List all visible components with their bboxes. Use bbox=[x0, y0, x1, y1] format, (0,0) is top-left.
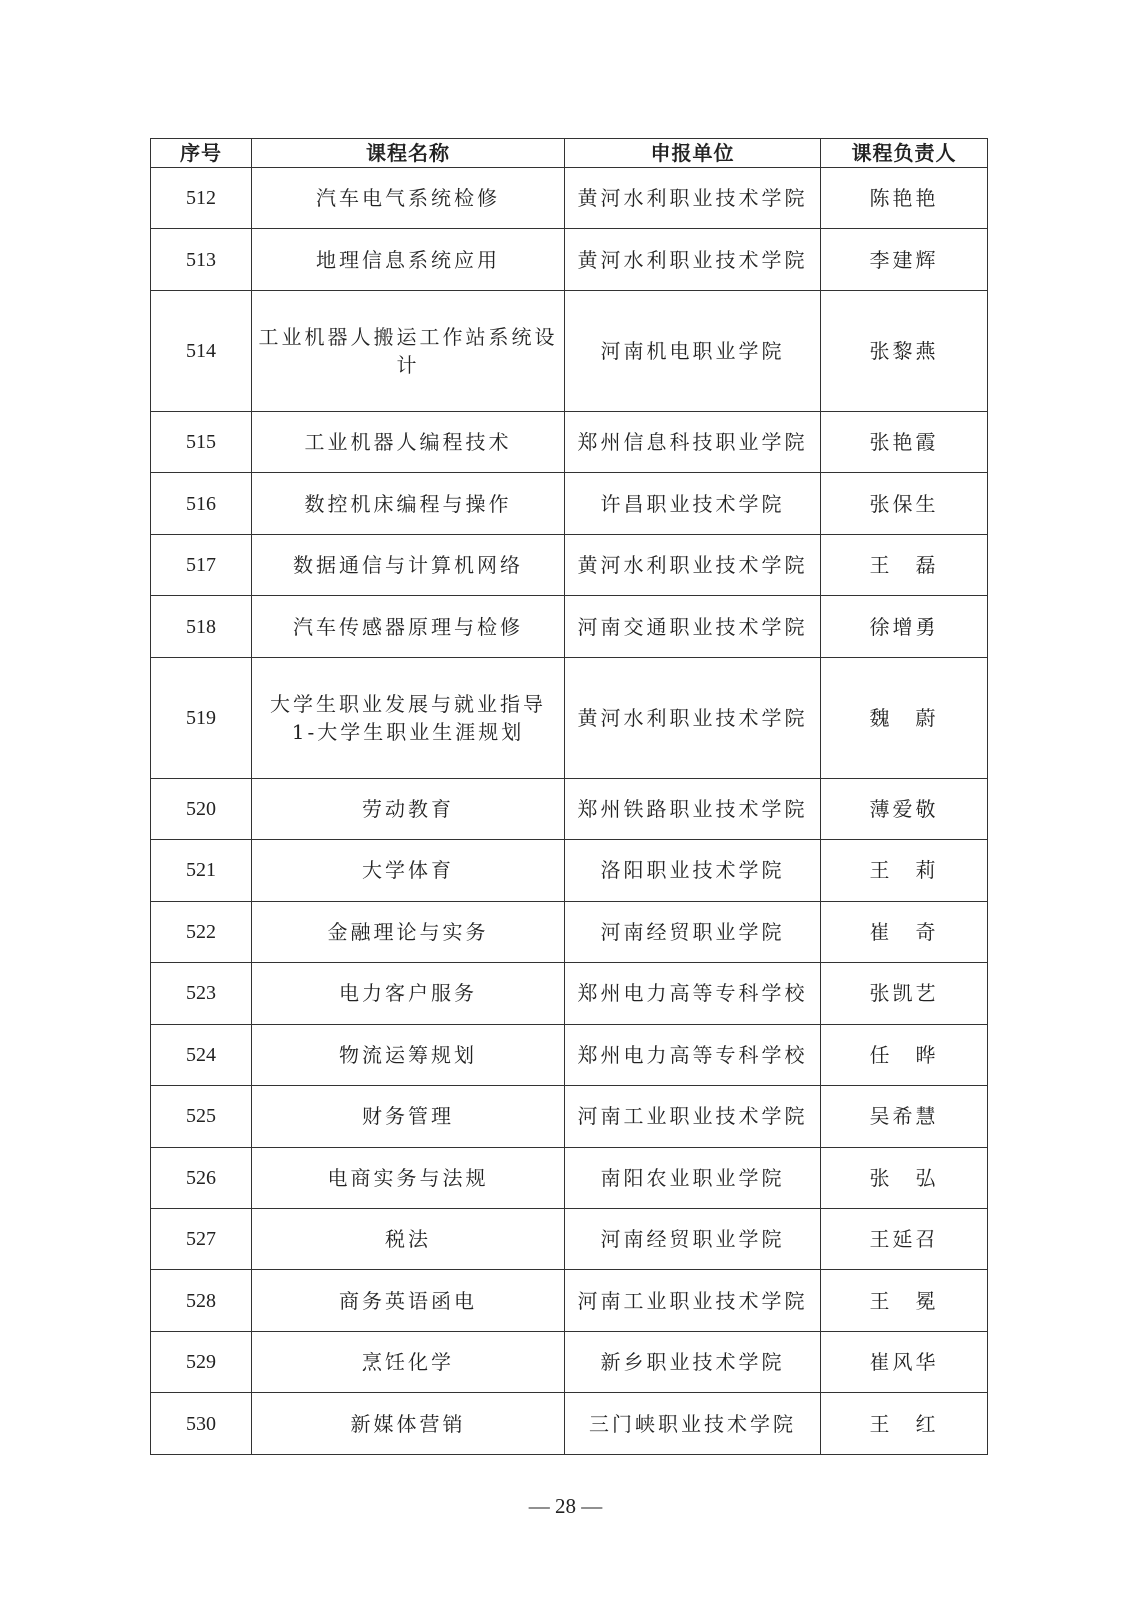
table-row bbox=[151, 596, 988, 657]
cell-no: 527 bbox=[151, 1208, 252, 1269]
cell-unit: 黄河水利职业技术学院 bbox=[565, 534, 821, 595]
cell-no: 523 bbox=[151, 963, 252, 1024]
cell-leader: 张艳霞 bbox=[821, 411, 988, 472]
header-course: 课程名称 bbox=[252, 139, 565, 168]
cell-course: 数据通信与计算机网络 bbox=[252, 534, 565, 595]
cell-no: 530 bbox=[151, 1393, 252, 1455]
cell-course: 电力客户服务 bbox=[252, 963, 565, 1024]
table-header bbox=[151, 139, 988, 168]
cell-unit: 河南经贸职业学院 bbox=[565, 901, 821, 962]
cell-course: 大学体育 bbox=[252, 840, 565, 901]
cell-course: 新媒体营销 bbox=[252, 1393, 565, 1455]
table-row bbox=[151, 1331, 988, 1392]
cell-no: 512 bbox=[151, 168, 252, 229]
cell-unit: 河南交通职业技术学院 bbox=[565, 596, 821, 657]
cell-no: 520 bbox=[151, 778, 252, 839]
cell-no: 513 bbox=[151, 229, 252, 290]
cell-no: 525 bbox=[151, 1086, 252, 1147]
cell-leader: 薄爱敬 bbox=[821, 778, 988, 839]
cell-leader: 崔风华 bbox=[821, 1331, 988, 1392]
cell-leader: 张 弘 bbox=[821, 1147, 988, 1208]
cell-no: 517 bbox=[151, 534, 252, 595]
cell-no: 522 bbox=[151, 901, 252, 962]
cell-course: 商务英语函电 bbox=[252, 1270, 565, 1331]
cell-course: 数控机床编程与操作 bbox=[252, 473, 565, 534]
cell-leader: 任 晔 bbox=[821, 1024, 988, 1085]
table-body bbox=[151, 168, 988, 1455]
table-row bbox=[151, 840, 988, 901]
cell-course: 财务管理 bbox=[252, 1086, 565, 1147]
cell-unit: 郑州铁路职业技术学院 bbox=[565, 778, 821, 839]
cell-course: 劳动教育 bbox=[252, 778, 565, 839]
cell-no: 526 bbox=[151, 1147, 252, 1208]
table-row bbox=[151, 1024, 988, 1085]
cell-course: 电商实务与法规 bbox=[252, 1147, 565, 1208]
cell-leader: 王 红 bbox=[821, 1393, 988, 1455]
cell-no: 528 bbox=[151, 1270, 252, 1331]
cell-leader: 吴希慧 bbox=[821, 1086, 988, 1147]
cell-unit: 郑州信息科技职业学院 bbox=[565, 411, 821, 472]
cell-unit: 许昌职业技术学院 bbox=[565, 473, 821, 534]
table-row bbox=[151, 1086, 988, 1147]
cell-unit: 新乡职业技术学院 bbox=[565, 1331, 821, 1392]
cell-unit: 南阳农业职业学院 bbox=[565, 1147, 821, 1208]
cell-leader: 王延召 bbox=[821, 1208, 988, 1269]
table-row bbox=[151, 778, 988, 839]
table-row bbox=[151, 963, 988, 1024]
header-leader: 课程负责人 bbox=[821, 139, 988, 168]
cell-no: 515 bbox=[151, 411, 252, 472]
cell-leader: 徐增勇 bbox=[821, 596, 988, 657]
cell-no: 514 bbox=[151, 290, 252, 411]
header-row bbox=[151, 139, 988, 168]
cell-no: 519 bbox=[151, 657, 252, 778]
cell-unit: 河南工业职业技术学院 bbox=[565, 1270, 821, 1331]
table-row bbox=[151, 229, 988, 290]
cell-unit: 河南工业职业技术学院 bbox=[565, 1086, 821, 1147]
table-row bbox=[151, 473, 988, 534]
cell-no: 529 bbox=[151, 1331, 252, 1392]
cell-course: 大学生职业发展与就业指导1-大学生职业生涯规划 bbox=[252, 657, 565, 778]
cell-course: 汽车传感器原理与检修 bbox=[252, 596, 565, 657]
cell-leader: 王 莉 bbox=[821, 840, 988, 901]
table-row bbox=[151, 1147, 988, 1208]
cell-unit: 黄河水利职业技术学院 bbox=[565, 657, 821, 778]
cell-course: 税法 bbox=[252, 1208, 565, 1269]
cell-course: 烹饪化学 bbox=[252, 1331, 565, 1392]
table-row bbox=[151, 168, 988, 229]
table-row bbox=[151, 901, 988, 962]
cell-leader: 张黎燕 bbox=[821, 290, 988, 411]
cell-unit: 河南经贸职业学院 bbox=[565, 1208, 821, 1269]
cell-course: 物流运筹规划 bbox=[252, 1024, 565, 1085]
cell-leader: 王 冕 bbox=[821, 1270, 988, 1331]
cell-course: 金融理论与实务 bbox=[252, 901, 565, 962]
cell-leader: 王 磊 bbox=[821, 534, 988, 595]
course-table bbox=[150, 138, 988, 1455]
cell-leader: 崔 奇 bbox=[821, 901, 988, 962]
cell-unit: 郑州电力高等专科学校 bbox=[565, 963, 821, 1024]
header-unit: 申报单位 bbox=[565, 139, 821, 168]
cell-unit: 黄河水利职业技术学院 bbox=[565, 168, 821, 229]
cell-leader: 张凯艺 bbox=[821, 963, 988, 1024]
cell-course: 地理信息系统应用 bbox=[252, 229, 565, 290]
table-row bbox=[151, 657, 988, 778]
table-row bbox=[151, 290, 988, 411]
cell-unit: 三门峡职业技术学院 bbox=[565, 1393, 821, 1455]
cell-no: 518 bbox=[151, 596, 252, 657]
table-row bbox=[151, 1393, 988, 1455]
cell-course: 工业机器人编程技术 bbox=[252, 411, 565, 472]
cell-leader: 张保生 bbox=[821, 473, 988, 534]
cell-course: 汽车电气系统检修 bbox=[252, 168, 565, 229]
cell-leader: 魏 蔚 bbox=[821, 657, 988, 778]
page-number: — 28 — bbox=[528, 1494, 603, 1518]
cell-no: 516 bbox=[151, 473, 252, 534]
table-row bbox=[151, 411, 988, 472]
table-row bbox=[151, 1270, 988, 1331]
cell-unit: 黄河水利职业技术学院 bbox=[565, 229, 821, 290]
cell-unit: 洛阳职业技术学院 bbox=[565, 840, 821, 901]
table-row bbox=[151, 534, 988, 595]
cell-leader: 陈艳艳 bbox=[821, 168, 988, 229]
cell-leader: 李建辉 bbox=[821, 229, 988, 290]
table-row bbox=[151, 1208, 988, 1269]
cell-no: 521 bbox=[151, 840, 252, 901]
cell-no: 524 bbox=[151, 1024, 252, 1085]
cell-course: 工业机器人搬运工作站系统设计 bbox=[252, 290, 565, 411]
cell-unit: 郑州电力高等专科学校 bbox=[565, 1024, 821, 1085]
cell-unit: 河南机电职业学院 bbox=[565, 290, 821, 411]
header-no: 序号 bbox=[151, 139, 252, 168]
